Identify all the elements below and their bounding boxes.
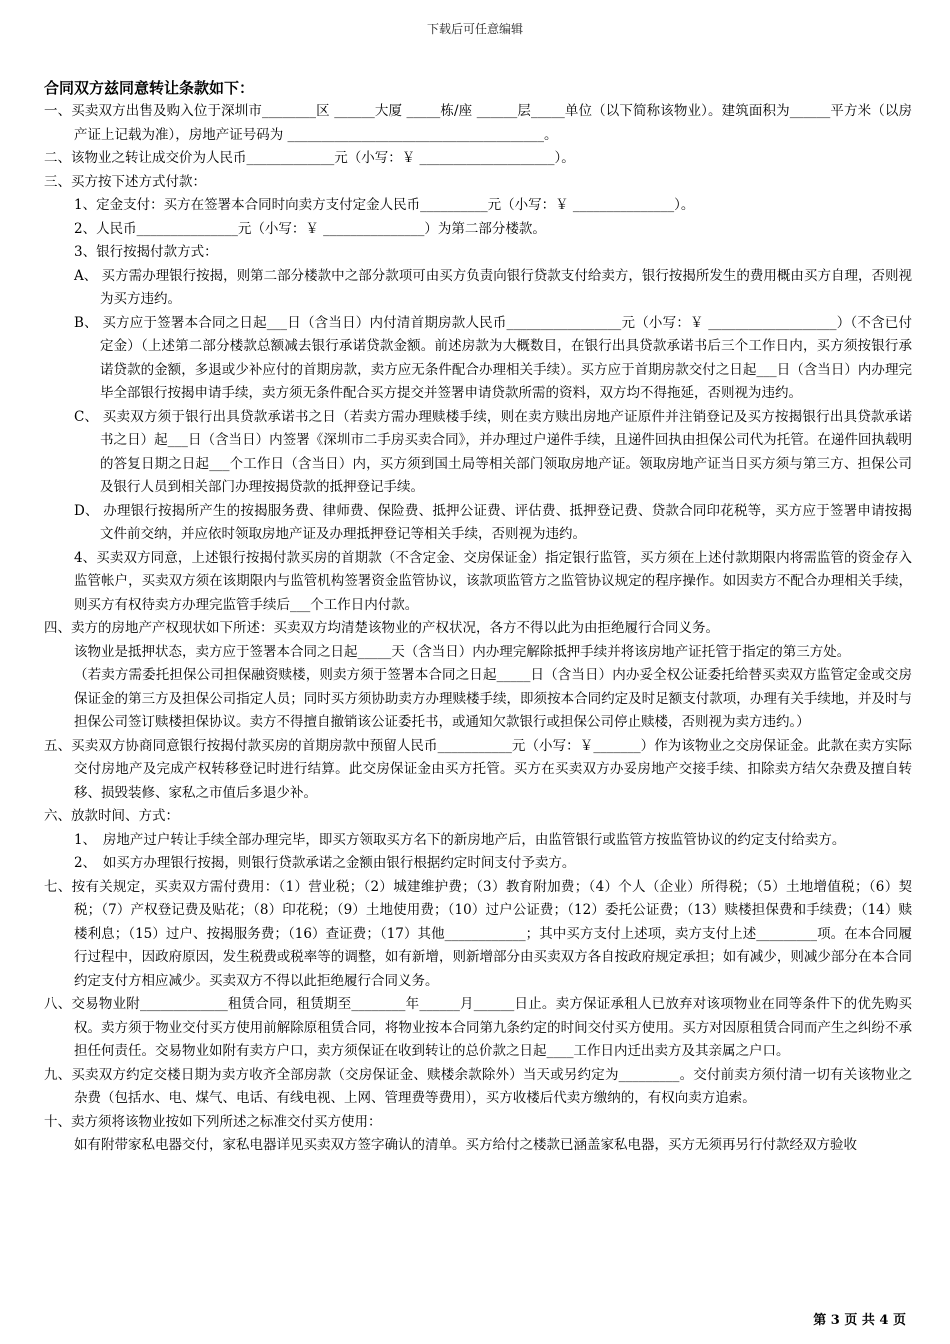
clause-p8: 八、交易物业附_____________租赁合同，租赁期至________年______月______日止。卖方保证承租人已放弃对该项物业在同等条件下的优先购买权。卖方须于物业交付买方使用前解除原租赁合同，将物业按本合同第九条约定的时间交付买方使用。买方对因原租赁合同而产生之纠纷不承担任何责任。交易物业如附有卖方户口，卖方须保证在收到转让的总价款之日起____工作日内迁出卖方及其亲属之户口。 xyxy=(44,996,912,1059)
clause-p2: 二、该物业之转让成交价为人民币_____________元（小写：￥ ____________________）。 xyxy=(44,150,575,166)
clause-p4-1: 该物业是抵押状态，卖方应于签署本合同之日起_____天（含当日）内办理完解除抵押手续并将该房地产证托管于指定的第三方处。 xyxy=(74,643,851,660)
clause-p3-2: 2、人民币_______________元（小写：￥ _______________）为第二部分楼款。 xyxy=(74,220,546,237)
clause-p4: 四、卖方的房地产产权现状如下所述：买卖双方均清楚该物业的产权状况，各方不得以此为由拒绝履行合同义务。 xyxy=(44,620,719,636)
clause-p10: 十、卖方须将该物业按如下列所述之标准交付买方使用： xyxy=(44,1113,382,1130)
clause-p3-1: 1、定金支付：买方在签署本合同时向卖方支付定金人民币__________元（小写：￥ _______________）。 xyxy=(74,197,695,213)
clause-p9: 九、买卖双方约定交楼日期为卖方收齐全部房款（交房保证金、赎楼余款除外）当天或另约定为_________。交付前卖方须付清一切有关该物业之杂费（包括水、电、煤气、电话、有线电视、上网、管理费等费用），买方收楼后代卖方缴纳的，有权向卖方追索。 xyxy=(44,1066,912,1106)
contract-heading: 合同双方兹同意转让条款如下： xyxy=(44,79,255,97)
clause-p3: 三、买方按下述方式付款： xyxy=(44,173,206,190)
clauses xyxy=(44,100,912,1158)
clause-p4-2: （若卖方需委托担保公司担保融资赎楼，则卖方须于签署本合同之日起_____日（含当日）内办妥全权公证委托给替买卖双方监管定金或交房保证金的第三方及担保公司指定人员；同时买方须协助卖方办理赎楼手续，即须按本合同约定及时足额支付款项，办理有关手续地，并及时与担保公司签订赎楼担保协议。卖方不得擅自撤销该公证委托书，或通知欠款银行或担保公司停止赎楼，否则视为卖方违约。） xyxy=(74,667,912,730)
clause-pA: A、 买方需办理银行按揭，则第二部分楼款中之部分款项可由买方负责向银行贷款支付给卖方，银行按揭所发生的费用概由买方自理，否则视为买方违约。 xyxy=(74,267,912,307)
clause-pD: D、 办理银行按揭所产生的按揭服务费、律师费、保险费、抵押公证费、评估费、抵押登记费、贷款合同印花税等，买方应于签署申请按揭文件前交纳，并应依时领取房地产证及办理抵押登记等相关手续，否则视为违约。 xyxy=(74,502,912,542)
clause-p6-2: 2、 如买方办理银行按揭，则银行贷款承诺之金额由银行根据约定时间支付予卖方。 xyxy=(74,855,576,871)
clause-p3-3: 3、银行按揭付款方式： xyxy=(74,244,218,260)
clause-pB: B、 买方应于签署本合同之日起___日（含当日）内付清首期房款人民币_________________元（小写：￥ ___________________）（不含已付定金）（上述第二部分楼款总额减去银行承诺贷款金额。前述房款为大概数目，在银行出具贷款承诺书后三个工作日内，买方须按银行承诺贷款的金额，多退或少补应付的首期房款，卖方应无条件配合办理相关手续）。买方应于首期房款交付之日起___日（含当日）内办理完毕全部银行按揭申请手续，卖方须无条件配合买方提交并签署申请贷款所需的资料，双方均不得拖延，否则视为违约。 xyxy=(74,314,912,401)
clause-p6-1: 1、 房地产过户转让手续全部办理完毕，即买方领取买方名下的新房地产后，由监管银行或监管方按监管协议的约定支付给卖方。 xyxy=(74,831,846,848)
clause-pC: C、 买卖双方须于银行出具贷款承诺书之日（若卖方需办理赎楼手续，则在卖方赎出房地产证原件并注销登记及买方按揭银行出具贷款承诺书之日）起___日（含当日）内签署《深圳市二手房买卖合同》，并办理过户递件手续，且递件回执由担保公司代为托管。在递件回执载明的答复日期之日起___个工作日（含当日）内，买方须到国土局等相关部门领取房地产证。领取房地产证当日买方须与第三方、担保公司及银行人员到相关部门办理按揭贷款的抵押登记手续。 xyxy=(74,408,912,495)
page-number: 第 3 页 共 4 页 xyxy=(813,1313,906,1328)
clause-p7: 七、按有关规定，买卖双方需付费用：（1）营业税；（2）城建维护费；（3）教育附加费；（4）个人（企业）所得税；（5）土地增值税；（6）契税；（7）产权登记费及贴花；（8）印花税；（9）土地使用费；（10）过户公证费；（12）委托公证费；（13）赎楼担保费和手续费；（14）赎楼利息；（15）过户、按揭服务费；（16）查证费；（17）其他____________；其中买方支付上述项，卖方支付上述_________项。在本合同履行过程中，因政府原因，发生税费或税率等的调整，如有新增，则新增部分由买卖双方各自按政府规定承担；如有减少，则减少部分在本合同约定支付方相应减少。买卖双方不得以此拒绝履行合同义务。 xyxy=(44,878,912,989)
contract-body xyxy=(44,76,912,1158)
download-note: 下载后可任意编辑 xyxy=(426,22,523,36)
clause-p3-4: 4、买卖双方同意，上述银行按揭付款买房的首期款（不含定金、交房保证金）指定银行监管，买方须在上述付款期限内将需监管的资金存入监管帐户，买卖双方须在该期限内与监管机构签署资金监管协议，该款项监管方之监管协议规定的程序操作。如因卖方不配合办理相关手续，则买方有权待卖方办理完监管手续后___个工作日内付款。 xyxy=(74,549,912,613)
clause-p5: 五、买卖双方协商同意银行按揭付款买房的首期房款中预留人民币___________元（小写：￥_______）作为该物业之交房保证金。此款在卖方实际交付房地产及完成产权转移登记时进行结算。此交房保证金由买方托管。买方在买卖双方办妥房地产交接手续、扣除卖方结欠杂费及擅自转移、损毁装修、家私之市值后多退少补。 xyxy=(44,737,912,801)
clause-p10-1: 如有附带家私电器交付，家私电器详见买卖双方签字确认的清单。买方给付之楼款已涵盖家私电器，买方无须再另行付款经双方验收 xyxy=(74,1137,857,1153)
clause-p6: 六、放款时间、方式： xyxy=(44,808,179,824)
clause-p1: 一、买卖双方出售及购入位于深圳市________区 ______大厦 _____栋/座 ______层_____单位（以下简称该物业）。建筑面积为______平方米（以房产证上记载为准），房地产证号码为 ______________________________________。 xyxy=(44,103,912,143)
